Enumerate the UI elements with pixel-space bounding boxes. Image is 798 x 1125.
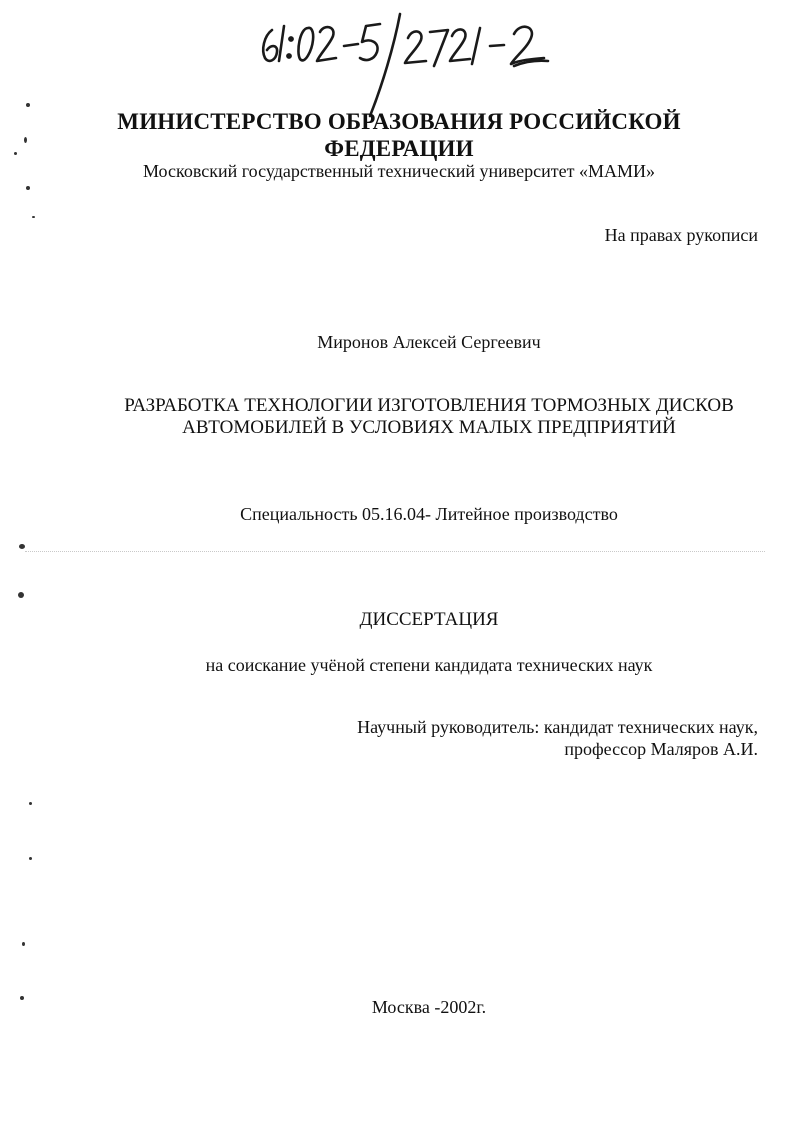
university-name: Московский государственный технический университет «МАМИ» (143, 161, 655, 181)
supervisor-block (357, 716, 758, 760)
degree-line: на соискание учёной степени кандидата технических наук (205, 655, 653, 675)
scan-mark (26, 103, 30, 107)
scan-mark (24, 137, 27, 143)
supervisor-line-2: профессор Маляров А.И. (564, 739, 758, 759)
author-name: Миронов Алексей Сергеевич (317, 332, 541, 352)
thesis-title-line-1: РАЗРАБОТКА ТЕХНОЛОГИИ ИЗГОТОВЛЕНИЯ ТОРМОЗНЫХ ДИСКОВ (124, 395, 734, 416)
handwritten-archive-number (258, 6, 558, 101)
specialty-line: Специальность 05.16.04- Литейное производство (240, 504, 618, 524)
supervisor-line-1: Научный руководитель: кандидат технических наук, (357, 717, 758, 737)
scan-mark (18, 592, 24, 598)
thesis-title (30, 395, 798, 439)
scan-mark (20, 996, 24, 1000)
city-year: Москва -2002г. (371, 997, 487, 1017)
thesis-title-line-2: АВТОМОБИЛЕЙ В УСЛОВИЯХ МАЛЫХ ПРЕДПРИЯТИЙ (182, 417, 676, 438)
ministry-line-1: МИНИСТЕРСТВО ОБРАЗОВАНИЯ РОССИЙСКОЙ (117, 109, 681, 134)
scan-mark (22, 942, 25, 946)
scan-mark (19, 544, 25, 549)
ministry-heading (0, 108, 798, 162)
scan-artifact-line (25, 551, 765, 552)
ministry-line-2: ФЕДЕРАЦИИ (324, 136, 474, 161)
scan-mark (14, 152, 17, 155)
manuscript-rights-note: На правах рукописи (604, 225, 758, 245)
scan-mark (32, 216, 35, 218)
scan-mark (29, 802, 32, 805)
scan-mark (26, 186, 30, 190)
scan-mark (29, 857, 32, 860)
document-type: ДИССЕРТАЦИЯ (359, 609, 499, 630)
